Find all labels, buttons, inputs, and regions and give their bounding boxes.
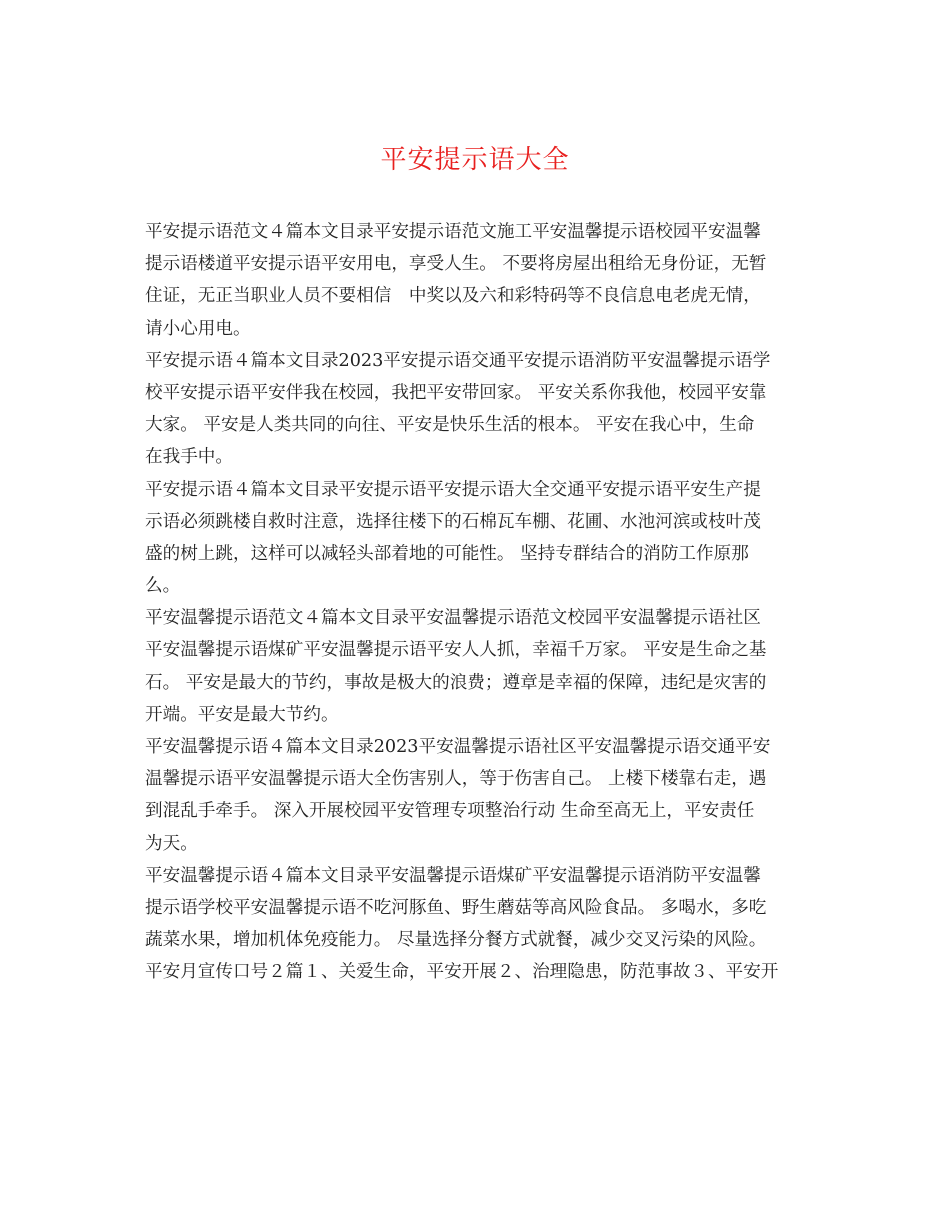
text-line: 请小心用电。 <box>145 318 251 339</box>
text-line: 平安温馨提示语煤矿平安温馨提示语平安人人抓，幸福千万家。 平安是生命之基 <box>145 640 767 661</box>
text-line: 校平安提示语平安伴我在校园，我把平安带回家。 平安关系你我他，校园平安靠 <box>145 382 767 403</box>
text-line: 平安提示语范文４篇本文目录平安提示语范文施工平安温馨提示语校园平安温馨 <box>145 222 761 242</box>
text-line: 到混乱手牵手。 深入开展校园平安管理专项整治行动 生命至高无上，平安责任 <box>145 801 755 822</box>
text-line: 平安月宣传口号２篇１、关爱生命，平安开展２、治理隐患，防范事故３、平安开 <box>145 962 779 983</box>
text-line: 住证，无正当职业人员不要相信 中奖以及六和彩特码等不良信息电老虎无情， <box>145 286 761 307</box>
text-line: 大家。 平安是人类共同的向往、平安是快乐生活的根本。 平安在我心中，生命 <box>145 415 755 436</box>
document-body <box>145 216 810 989</box>
text-line: 石。 平安是最大的节约，事故是极大的浪费；遵章是幸福的保障，违纪是灾害的 <box>145 672 767 693</box>
text-line: 平安温馨提示语４篇本文目录2023平安温馨提示语社区平安温馨提示语交通平安 <box>145 737 771 757</box>
text-line: 温馨提示语平安温馨提示语大全伤害别人，等于伤害自己。 上楼下楼靠右走，遇 <box>145 769 767 790</box>
text-line: 么。 <box>145 576 181 597</box>
text-line: 示语必须跳楼自救时注意，选择往楼下的石棉瓦车棚、花圃、水池河滨或枝叶茂 <box>145 511 761 532</box>
text-line: 为天。 <box>145 833 198 854</box>
text-line: 平安温馨提示语４篇本文目录平安温馨提示语煤矿平安温馨提示语消防平安温馨 <box>145 865 761 886</box>
page-title: 平安提示语大全 <box>380 145 570 175</box>
text-line: 提示语学校平安温馨提示语不吃河豚鱼、野生蘑菇等高风险食品。 多喝水，多吃 <box>145 897 767 918</box>
text-line: 平安提示语４篇本文目录平安提示语平安提示语大全交通平安提示语平安生产提 <box>145 479 761 500</box>
text-line: 蔬菜水果，增加机体免疫能力。 尽量选择分餐方式就餐，减少交叉污染的风险。 <box>145 930 767 951</box>
text-line: 平安温馨提示语范文４篇本文目录平安温馨提示语范文校园平安温馨提示语社区 <box>145 608 761 629</box>
text-line: 提示语楼道平安提示语平安用电，享受人生。 不要将房屋出租给无身份证，无暂 <box>145 254 767 275</box>
text-line: 开端。平安是最大节约。 <box>145 704 339 725</box>
text-line: 盛的树上跳，这样可以减轻头部着地的可能性。 坚持专群结合的消防工作原那 <box>145 543 749 564</box>
text-line: 在我手中。 <box>145 447 233 468</box>
text-line: 平安提示语４篇本文目录2023平安提示语交通平安提示语消防平安温馨提示语学 <box>145 350 771 371</box>
